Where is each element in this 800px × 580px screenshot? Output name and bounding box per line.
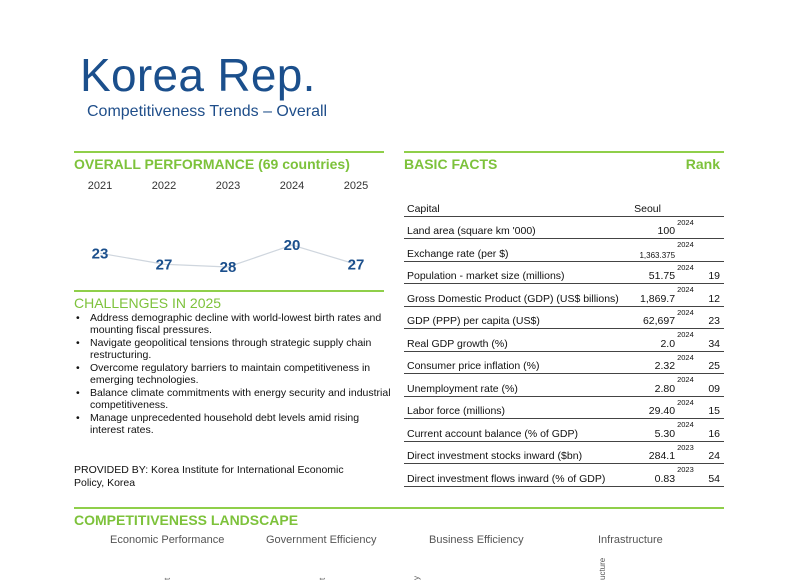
fact-value: Seoul [632, 195, 724, 216]
year-label: 2021 [87, 180, 113, 192]
sub-factor-label: y [412, 576, 421, 580]
rank-value: 23 [91, 245, 109, 263]
fact-value: 284.1 [632, 441, 675, 464]
list-item: • Overcome regulatory barriers to maintain competitiveness in emerging technologies. [74, 362, 392, 386]
fact-rank: 54 [701, 464, 724, 487]
factor-label-business-efficiency: Business Efficiency [429, 534, 524, 546]
table-row [404, 216, 724, 239]
fact-year: 2024 [675, 284, 701, 307]
fact-value: 0.83 [632, 464, 675, 487]
year-label: 2024 [279, 180, 305, 192]
fact-value: 1,869.7 [632, 284, 675, 307]
fact-label: Labor force (millions) [404, 396, 632, 419]
basic-facts-title: BASIC FACTS [404, 156, 498, 172]
fact-value: 2.32 [632, 351, 675, 374]
year-label: 2022 [151, 180, 177, 192]
fact-year: 2024 [675, 329, 701, 352]
rank-value: 20 [283, 237, 301, 254]
fact-label: Real GDP growth (%) [404, 329, 632, 352]
provided-by: PROVIDED BY: Korea Institute for International Economic Policy, Korea [74, 464, 344, 489]
list-item: • Balance climate commitments with energy security and industrial competitiveness. [74, 387, 392, 411]
fact-value: 100 [632, 216, 675, 239]
fact-rank: 24 [701, 441, 724, 464]
fact-year: 2023 [675, 464, 701, 487]
fact-value: 2.0 [632, 329, 675, 352]
factor-label-government-efficiency: Government Efficiency [266, 534, 377, 546]
fact-label: Consumer price inflation (%) [404, 351, 632, 374]
table-row [404, 441, 724, 464]
fact-label: GDP (PPP) per capita (US$) [404, 306, 632, 329]
fact-rank: 15 [701, 396, 724, 419]
fact-rank: 25 [701, 351, 724, 374]
fact-label: Gross Domestic Product (GDP) (US$ billions) [404, 284, 632, 307]
table-row [404, 464, 724, 487]
fact-label: Land area (square km '000) [404, 216, 632, 239]
year-label: 2023 [215, 180, 241, 192]
table-row [404, 419, 724, 442]
overall-performance-heading: OVERALL PERFORMANCE (69 countries) [74, 151, 384, 172]
fact-value: 1,363.375 [632, 239, 675, 262]
fact-label: Unemployment rate (%) [404, 374, 632, 397]
factor-label-infrastructure: Infrastructure [598, 534, 663, 546]
basic-facts-heading [404, 151, 724, 172]
rank-value: 27 [155, 256, 173, 274]
rank-column-heading: Rank [685, 156, 720, 172]
fact-year: 2024 [675, 351, 701, 374]
factor-label-economic-performance: Economic Performance [110, 534, 225, 546]
rank-value: 28 [219, 259, 237, 276]
fact-rank: 23 [701, 306, 724, 329]
year-label: 2025 [343, 180, 369, 192]
fact-label: Direct investment stocks inward ($bn) [404, 441, 632, 464]
fact-year: 2024 [675, 261, 701, 284]
fact-rank: 09 [701, 374, 724, 397]
fact-year: 2024 [675, 419, 701, 442]
fact-rank: 16 [701, 419, 724, 442]
list-item: • Address demographic decline with world-lowest birth rates and mounting fiscal pressures. [74, 312, 392, 336]
table-row [404, 239, 724, 262]
fact-value: 5.30 [632, 419, 675, 442]
table-row [404, 261, 724, 284]
fact-year: 2024 [675, 239, 701, 262]
fact-value: 62,697 [632, 306, 675, 329]
sub-factor-label: t [163, 577, 172, 580]
table-row [404, 195, 724, 216]
sub-factor-label: ucture [598, 557, 607, 580]
fact-rank: 34 [701, 329, 724, 352]
basic-facts-table [404, 195, 724, 487]
fact-year: 2024 [675, 306, 701, 329]
list-item: • Navigate geopolitical tensions through strategic supply chain restructuring. [74, 337, 392, 361]
fact-year: 2024 [675, 374, 701, 397]
table-row [404, 329, 724, 352]
competitiveness-landscape-heading: COMPETITIVENESS LANDSCAPE [74, 507, 724, 528]
overall-performance-chart [74, 195, 384, 290]
challenges-heading: CHALLENGES IN 2025 [74, 290, 384, 311]
page-subtitle: Competitiveness Trends – Overall [87, 103, 328, 120]
fact-rank: 12 [701, 284, 724, 307]
fact-value: 51.75 [632, 261, 675, 284]
page-title: Korea Rep. [80, 49, 316, 101]
fact-rank: 19 [701, 261, 724, 284]
challenges-list [74, 312, 392, 437]
fact-label: Capital [404, 195, 632, 216]
fact-year: 2024 [675, 396, 701, 419]
sub-factor-label: t [318, 577, 327, 580]
table-row [404, 396, 724, 419]
fact-label: Exchange rate (per $) [404, 239, 632, 262]
table-row [404, 306, 724, 329]
fact-year: 2023 [675, 441, 701, 464]
fact-value: 29.40 [632, 396, 675, 419]
table-row [404, 374, 724, 397]
table-row [404, 351, 724, 374]
fact-value: 2.80 [632, 374, 675, 397]
rank-value: 27 [347, 256, 365, 274]
table-row [404, 284, 724, 307]
fact-label: Population - market size (millions) [404, 261, 632, 284]
fact-label: Direct investment flows inward (% of GDP) [404, 464, 632, 487]
fact-rank [701, 216, 724, 239]
list-item: • Manage unprecedented household debt levels amid rising interest rates. [74, 412, 392, 436]
fact-year: 2024 [675, 216, 701, 239]
fact-label: Current account balance (% of GDP) [404, 419, 632, 442]
fact-rank [701, 239, 724, 262]
